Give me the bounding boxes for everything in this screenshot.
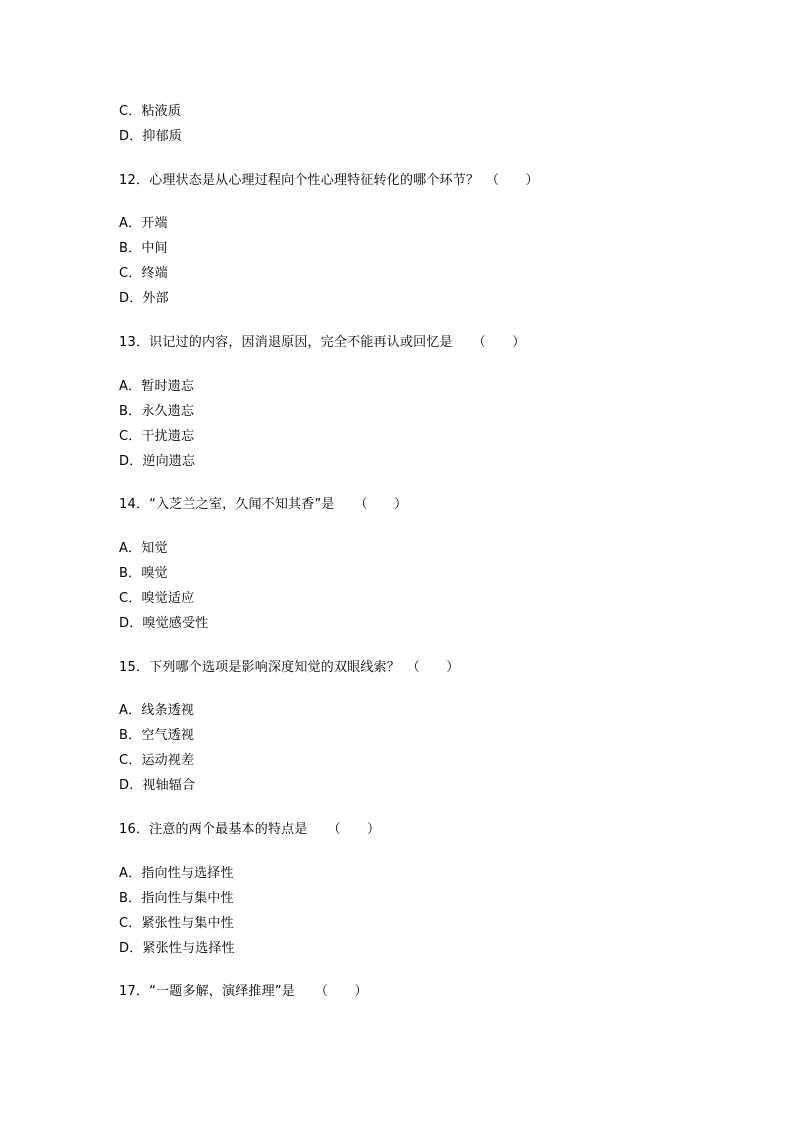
option-b-q16: B．指向性与集中性 bbox=[119, 891, 234, 906]
option-d-q12: D．外部 bbox=[119, 291, 169, 306]
option-d-q15: D．视轴辐合 bbox=[119, 778, 196, 793]
question-16: 16．注意的两个最基本的特点是 （ ） bbox=[119, 822, 381, 837]
option-b-q13: B．永久遗忘 bbox=[119, 404, 195, 419]
option-b-q14: B．嗅觉 bbox=[119, 566, 168, 581]
question-14: 14．“入芝兰之室，久闻不知其香”是 （ ） bbox=[119, 497, 408, 512]
option-c-q14: C．嗅觉适应 bbox=[119, 591, 195, 606]
option-c-q15: C．运动视差 bbox=[119, 753, 195, 768]
option-a-q16: A．指向性与选择性 bbox=[119, 866, 234, 881]
option-b-q12: B．中间 bbox=[119, 241, 168, 256]
option-d-q13: D．逆向遗忘 bbox=[119, 454, 196, 469]
option-a-q15: A．线条透视 bbox=[119, 703, 195, 718]
question-17: 17．“一题多解，演绎推理”是 （ ） bbox=[119, 984, 368, 999]
option-c-q11: C．粘液质 bbox=[119, 104, 182, 119]
option-c-q12: C．终端 bbox=[119, 266, 168, 281]
question-12: 12．心理状态是从心理过程向个性心理特征转化的哪个环节？ （ ） bbox=[119, 173, 539, 188]
question-13: 13．识记过的内容，因消退原因，完全不能再认或回忆是 （ ） bbox=[119, 335, 526, 350]
option-c-q13: C．干扰遗忘 bbox=[119, 429, 195, 444]
option-c-q16: C．紧张性与集中性 bbox=[119, 916, 234, 931]
option-d-q14: D．嗅觉感受性 bbox=[119, 616, 209, 631]
option-a-q12: A．开端 bbox=[119, 216, 168, 231]
option-a-q13: A．暂时遗忘 bbox=[119, 379, 195, 394]
option-d-q16: D．紧张性与选择性 bbox=[119, 941, 235, 956]
question-15: 15．下列哪个选项是影响深度知觉的双眼线索？ （ ） bbox=[119, 660, 460, 675]
option-d-q11: D．抑郁质 bbox=[119, 129, 183, 144]
option-a-q14: A．知觉 bbox=[119, 541, 168, 556]
option-b-q15: B．空气透视 bbox=[119, 728, 195, 743]
